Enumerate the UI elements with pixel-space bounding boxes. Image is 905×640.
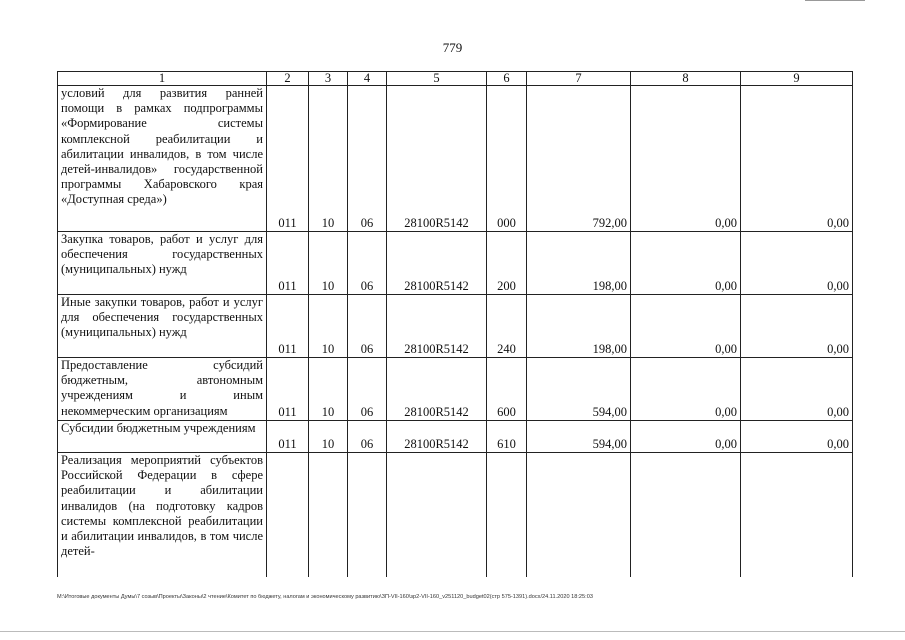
header-cell: 4 <box>348 72 387 86</box>
row-amount-1: 594,00 <box>527 358 631 421</box>
row-description: Закупка товаров, работ и услуг для обеспечения государственных (муниципальных) нужд <box>58 232 267 295</box>
row-code-target: 28100R5142 <box>387 86 487 232</box>
row-code-admin: 011 <box>267 421 309 453</box>
table-row <box>58 232 853 295</box>
row-amount-2: 0,00 <box>631 358 741 421</box>
row-code-expense-type: 240 <box>487 295 527 358</box>
document-footer-path: M:\Итоговые документы Думы\7 созыв\Проекты\Законы\2 чтение\Комитет по бюджету, налогам и экономическому развитию\ЗП-VII-160\зр2-VII-160_v251120_budget02(стр 575-1391).docx/24.11.2020 18:25:03 <box>57 594 593 600</box>
row-amount-2: 0,00 <box>631 295 741 358</box>
row-code-target: 28100R5142 <box>387 232 487 295</box>
row-code-section: 10 <box>309 358 348 421</box>
row-description: Иные закупки товаров, работ и услуг для обеспечения государственных (муниципальных) нужд <box>58 295 267 358</box>
row-code-target: 28100R5142 <box>387 421 487 453</box>
row-amount-1: 198,00 <box>527 295 631 358</box>
header-cell: 8 <box>631 72 741 86</box>
row-code-section: 10 <box>309 86 348 232</box>
header-row <box>58 72 853 86</box>
table-row <box>58 421 853 453</box>
bottom-edge-rule <box>0 631 905 632</box>
row-code-expense-type: 600 <box>487 358 527 421</box>
row-amount-1: 594,00 <box>527 421 631 453</box>
top-edge-rule <box>805 0 865 1</box>
row-amount-2: 0,00 <box>631 421 741 453</box>
row-code-section: 10 <box>309 421 348 453</box>
header-cell: 1 <box>58 72 267 86</box>
row-code-expense-type <box>487 453 527 577</box>
row-code-subsection: 06 <box>348 86 387 232</box>
table-row <box>58 358 853 421</box>
row-amount-3: 0,00 <box>741 232 853 295</box>
table-row <box>58 453 853 577</box>
row-code-section: 10 <box>309 295 348 358</box>
row-code-subsection: 06 <box>348 295 387 358</box>
row-code-target: 28100R5142 <box>387 295 487 358</box>
row-code-section <box>309 453 348 577</box>
header-cell: 9 <box>741 72 853 86</box>
row-amount-1: 198,00 <box>527 232 631 295</box>
page-number: 779 <box>442 40 463 55</box>
row-amount-2: 0,00 <box>631 86 741 232</box>
header-cell: 7 <box>527 72 631 86</box>
row-description: условий для развития ранней помощи в рамках подпрограммы «Формирование системы комплексной реабилитации и абилитации инвалидов, в том числе детей-инвалидов» государственной программы Хабаровского края «Доступная среда») <box>58 86 267 232</box>
row-amount-1: 792,00 <box>527 86 631 232</box>
row-description: Реализация мероприятий субъектов Российской Федерации в сфере реабилитации и абилитации инвалидов (на подготовку кадров системы комплексной реабилитации и абилитации инвалидов, в том числе детей- <box>58 453 267 577</box>
row-code-subsection: 06 <box>348 421 387 453</box>
row-code-admin: 011 <box>267 232 309 295</box>
row-amount-2 <box>631 453 741 577</box>
row-amount-2: 0,00 <box>631 232 741 295</box>
header-cell: 3 <box>309 72 348 86</box>
row-code-target <box>387 453 487 577</box>
row-amount-3 <box>741 453 853 577</box>
row-amount-1 <box>527 453 631 577</box>
row-amount-3: 0,00 <box>741 295 853 358</box>
row-amount-3: 0,00 <box>741 86 853 232</box>
row-code-subsection: 06 <box>348 358 387 421</box>
header-cell: 2 <box>267 72 309 86</box>
row-amount-3: 0,00 <box>741 421 853 453</box>
row-code-admin: 011 <box>267 295 309 358</box>
row-description: Субсидии бюджетным учреждениям <box>58 421 267 453</box>
row-code-subsection: 06 <box>348 232 387 295</box>
row-code-admin <box>267 453 309 577</box>
row-code-admin: 011 <box>267 86 309 232</box>
row-description: Предоставление субсидий бюджетным, автономным учреждениям и иным некоммерческим организациям <box>58 358 267 421</box>
row-code-expense-type: 200 <box>487 232 527 295</box>
header-cell: 6 <box>487 72 527 86</box>
row-code-admin: 011 <box>267 358 309 421</box>
row-code-subsection <box>348 453 387 577</box>
table-row <box>58 86 853 232</box>
row-code-target: 28100R5142 <box>387 358 487 421</box>
row-code-expense-type: 000 <box>487 86 527 232</box>
row-code-section: 10 <box>309 232 348 295</box>
row-code-expense-type: 610 <box>487 421 527 453</box>
budget-table <box>57 71 853 577</box>
row-amount-3: 0,00 <box>741 358 853 421</box>
header-cell: 5 <box>387 72 487 86</box>
table-row <box>58 295 853 358</box>
